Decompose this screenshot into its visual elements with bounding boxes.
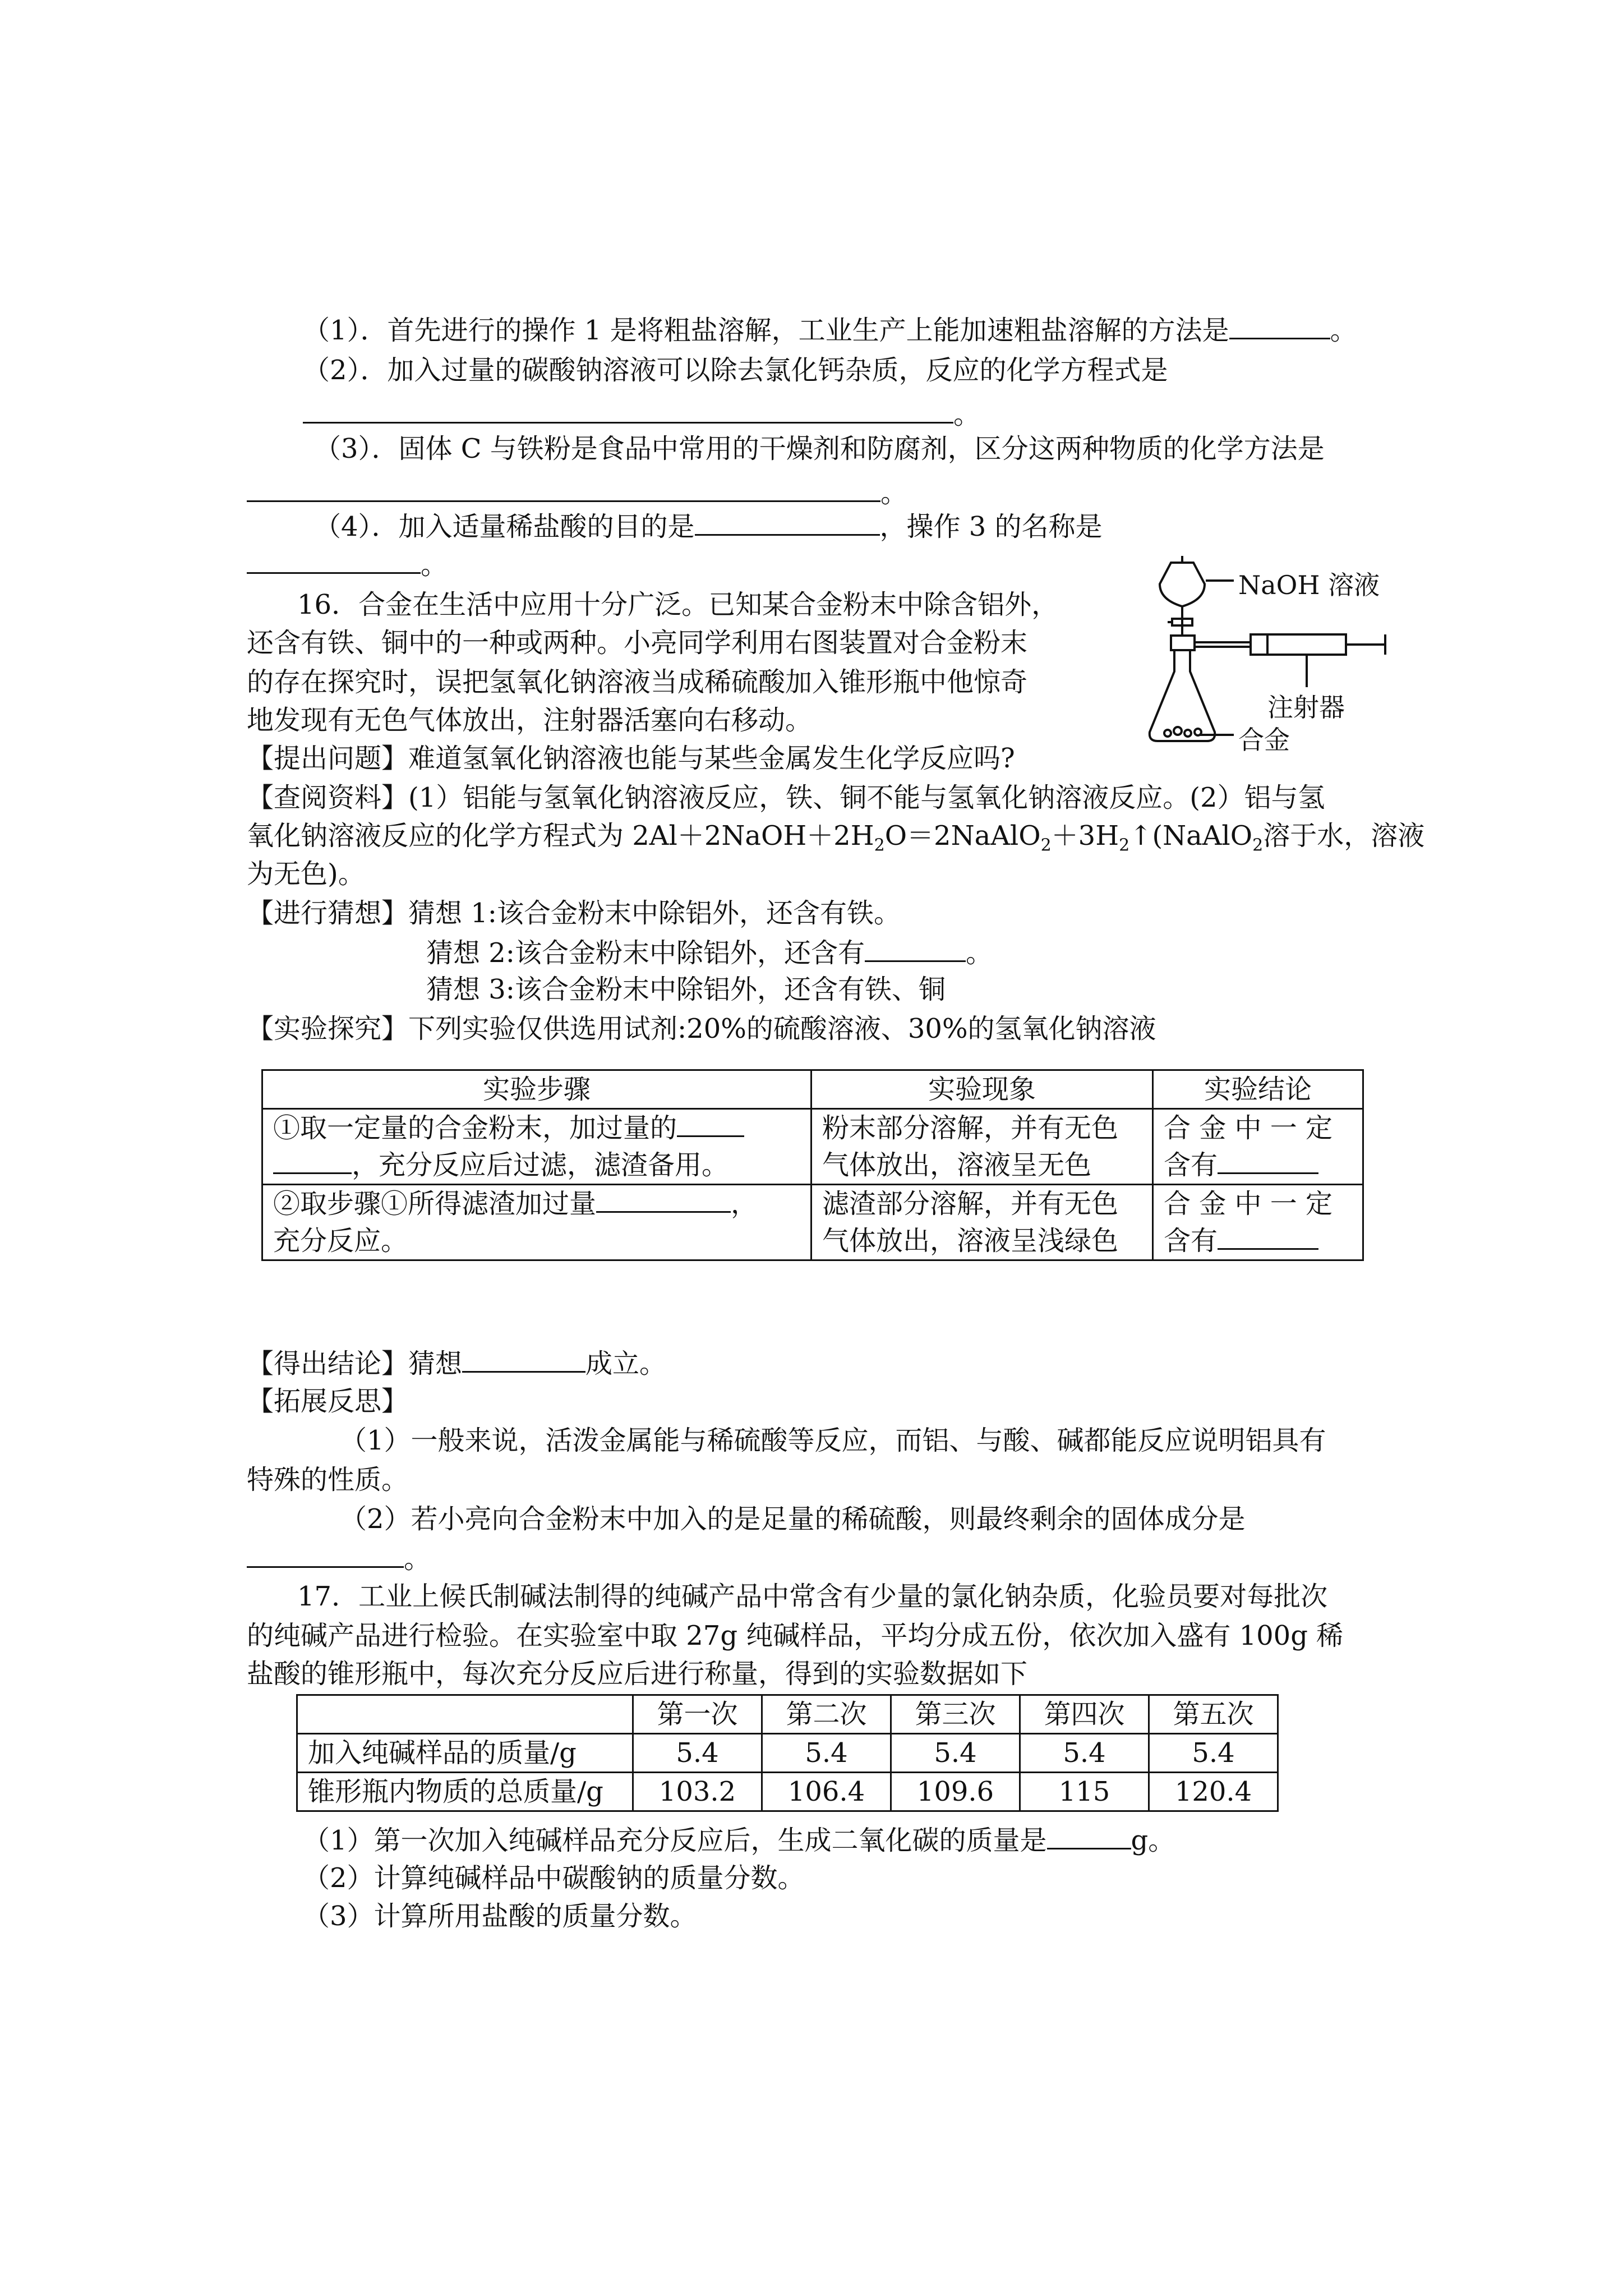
q16-intro-line2: 还含有铁、铜中的一种或两种。小亮同学利用右图装置对合金粉末: [247, 627, 1028, 659]
table-header-row: [297, 1695, 1278, 1734]
table-cell: 合 金 中 一 定 含有: [1153, 1109, 1363, 1185]
table-cell: 5.4: [762, 1734, 891, 1773]
q17-intro-line2: 的纯碱产品进行检验。在实验室中取 27g 纯碱样品，平均分成五份，依次加入盛有 100g 稀: [247, 1620, 1344, 1651]
q15-part2-answer: 。: [303, 396, 980, 431]
table-cell: ②取步骤①所得滤渣加过量 ， 充分反应。: [262, 1185, 811, 1260]
table-row: [297, 1734, 1278, 1773]
table-cell: 120.4: [1149, 1773, 1278, 1811]
table-cell: 115: [1020, 1773, 1149, 1811]
table-row: [262, 1185, 1363, 1260]
q17-sub1: （1）第一次加入纯碱样品充分反应后，生成二氧化碳的质量是 g。: [303, 1822, 1175, 1857]
table-row: [262, 1109, 1363, 1185]
answer-blank[interactable]: [462, 1345, 585, 1373]
q16-reflect-1a: （1）一般来说，活泼金属能与稀硫酸等反应，而铝、与酸、碱都能反应说明铝具有: [340, 1425, 1326, 1456]
table-header-row: [262, 1070, 1363, 1109]
answer-blank[interactable]: [247, 475, 880, 502]
answer-blank[interactable]: [1047, 1822, 1131, 1849]
table-header: 实验现象: [811, 1070, 1153, 1109]
table-header: 第二次: [762, 1695, 891, 1734]
q17-sub3: （3）计算所用盐酸的质量分数。: [303, 1901, 697, 1932]
q15-part2: （2）．加入过量的碳酸钠溶液可以除去氯化钙杂质，反应的化学方程式是: [303, 355, 1168, 386]
table-cell: 109.6: [891, 1773, 1020, 1811]
q15-part4-answer: 。: [247, 546, 448, 582]
table-cell: 5.4: [633, 1734, 762, 1773]
q16-question: 【提出问题】难道氢氧化钠溶液也能与某些金属发生化学反应吗?: [247, 743, 1015, 774]
answer-blank[interactable]: [677, 1110, 744, 1137]
answer-blank[interactable]: [596, 1185, 731, 1213]
q16-conclusion: 【得出结论】猜想 成立。: [247, 1345, 666, 1381]
table-header: 第四次: [1020, 1695, 1149, 1734]
table-cell: 粉末部分溶解，并有无色 气体放出，溶液呈无色: [811, 1109, 1153, 1185]
q16-reflect-2a: （2）若小亮向合金粉末中加入的是足量的稀硫酸，则最终剩余的固体成分是: [340, 1503, 1246, 1535]
q15-part3-answer: 。: [247, 475, 907, 510]
q17-sub2: （2）计算纯碱样品中碳酸钠的质量分数。: [303, 1862, 805, 1894]
q16-info-line3: 为无色)。: [247, 858, 365, 890]
answer-blank[interactable]: [273, 1147, 352, 1174]
apparatus-figure: [1138, 553, 1408, 760]
q16-intro-line1: 16．合金在生活中应用十分广泛。已知某合金粉末中除含铝外，: [297, 589, 1059, 620]
table-cell: 5.4: [1149, 1734, 1278, 1773]
q16-intro-line3: 的存在探究时，误把氢氧化钠溶液当成稀硫酸加入锥形瓶中他惊奇: [247, 666, 1028, 698]
q16-reflect: 【拓展反思】: [247, 1386, 409, 1417]
table-cell: 103.2: [633, 1773, 762, 1811]
table-cell: 5.4: [891, 1734, 1020, 1773]
table-header: 第五次: [1149, 1695, 1278, 1734]
q16-reflect-2b: 。: [247, 1540, 431, 1576]
answer-blank[interactable]: [1229, 312, 1330, 339]
data-table: [296, 1694, 1279, 1812]
table-cell: ①取一定量的合金粉末，加过量的 ，充分反应后过滤，滤渣备用。: [262, 1109, 811, 1185]
answer-blank[interactable]: [1218, 1222, 1318, 1250]
q16-info-line2: 氧化钠溶液反应的化学方程式为 $2Al+2NaOH+2H_2O=2NaAlO_2+3H_2↑(NaAlO_2$溶于水，溶液: [247, 820, 1425, 855]
answer-blank[interactable]: [695, 508, 880, 536]
label-naoh: NaOH 溶液: [1238, 570, 1380, 600]
answer-blank[interactable]: [1218, 1147, 1318, 1174]
q15-part4: （4）．加入适量稀盐酸的目的是 ，操作 3 的名称是: [314, 508, 1103, 544]
table-header: 第三次: [891, 1695, 1020, 1734]
q16-intro-line4: 地发现有无色气体放出，注射器活塞向右移动。: [247, 705, 813, 736]
q17-intro-line1: 17．工业上候氏制碱法制得的纯碱产品中常含有少量的氯化钠杂质，化验员要对每批次: [297, 1581, 1328, 1612]
q16-guess3: 猜想 3:该合金粉末中除铝外，还含有铁、铜: [426, 974, 946, 1005]
q16-info-line1: 【查阅资料】(1）铝能与氢氧化钠溶液反应，铁、铜不能与氢氧化钠溶液反应。(2）铝与氢: [247, 782, 1325, 813]
q16-explore: 【实验探究】下列实验仅供选用试剂:20%的硫酸溶液、30%的氢氧化钠溶液: [247, 1013, 1156, 1045]
table-header: 第一次: [633, 1695, 762, 1734]
table-cell: 5.4: [1020, 1734, 1149, 1773]
q16-guess1: 【进行猜想】猜想 1:该合金粉末中除铝外，还含有铁。: [247, 898, 901, 929]
table-cell: 滤渣部分溶解，并有无色 气体放出，溶液呈浅绿色: [811, 1185, 1153, 1260]
q16-guess2: 猜想 2:该合金粉末中除铝外，还含有 。: [426, 935, 993, 970]
table-header: 实验步骤: [262, 1070, 811, 1109]
answer-blank[interactable]: [303, 396, 953, 424]
table-row: [297, 1773, 1278, 1811]
answer-blank[interactable]: [247, 1540, 404, 1568]
q16-reflect-1b: 特殊的性质。: [247, 1464, 409, 1496]
answer-blank[interactable]: [247, 546, 421, 574]
label-alloy: 合金: [1238, 725, 1290, 755]
row-label: 加入纯碱样品的质量/g: [297, 1734, 633, 1773]
table-header: 实验结论: [1153, 1070, 1363, 1109]
row-label: 锥形瓶内物质的总质量/g: [297, 1773, 633, 1811]
q17-intro-line3: 盐酸的锥形瓶中，每次充分反应后进行称量，得到的实验数据如下: [247, 1658, 1028, 1690]
table-header: [297, 1695, 633, 1734]
table-cell: 106.4: [762, 1773, 891, 1811]
q15-part3: （3）．固体 C 与铁粉是食品中常用的干燥剂和防腐剂，区分这两种物质的化学方法是: [314, 433, 1325, 464]
answer-blank[interactable]: [865, 935, 966, 962]
experiment-table: [261, 1069, 1364, 1261]
label-syringe: 注射器: [1267, 692, 1345, 723]
table-cell: 合 金 中 一 定 含有: [1153, 1185, 1363, 1260]
q15-part1: （1）．首先进行的操作 1 是将粗盐溶解，工业生产上能加速粗盐溶解的方法是 。: [303, 312, 1357, 347]
